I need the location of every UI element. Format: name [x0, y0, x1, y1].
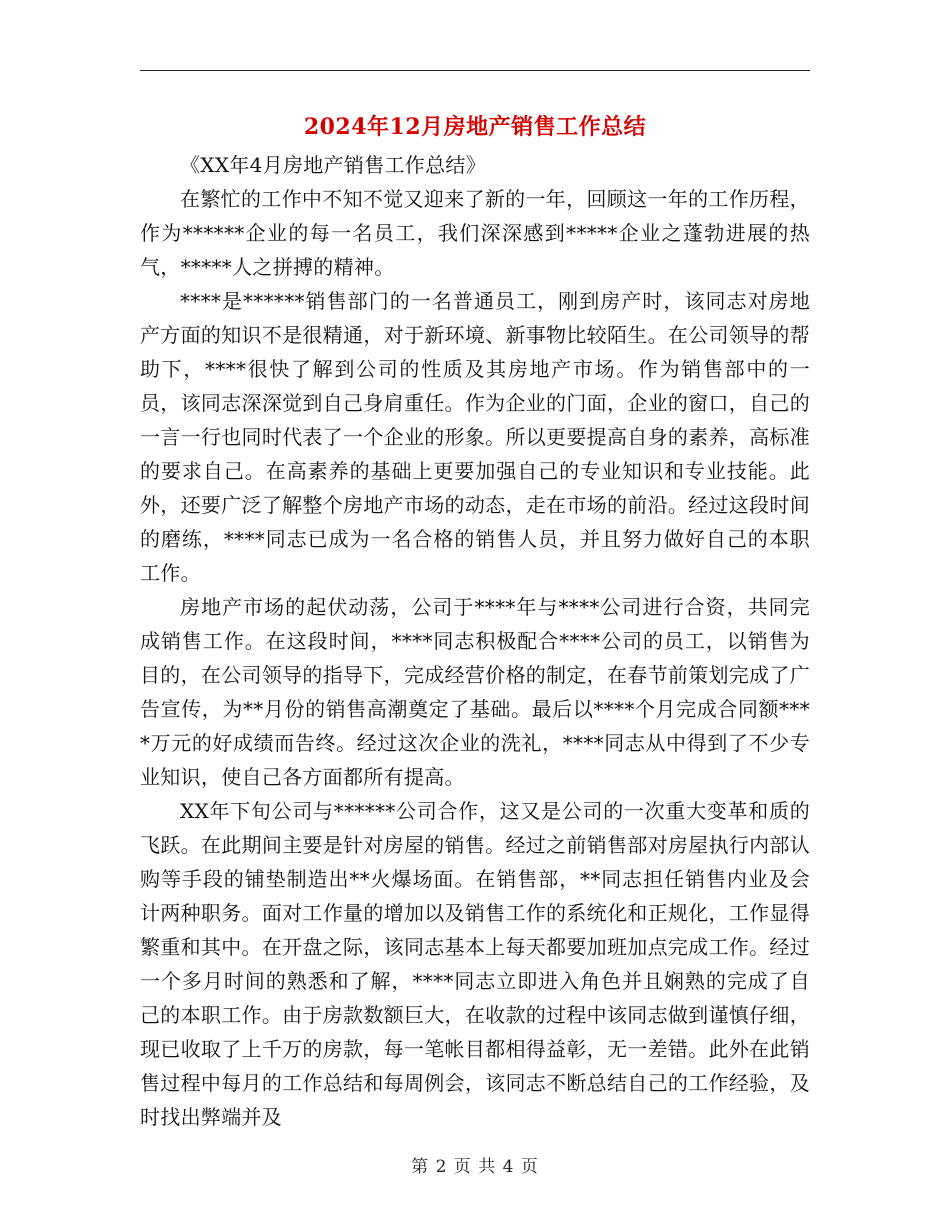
document-subtitle: 《XX年4月房地产销售工作总结》 — [180, 153, 487, 177]
page-footer: 第 2 页 共 4 页 — [411, 1157, 539, 1177]
paragraph-3: 房地产市场的起伏动荡，公司于****年与****公司进行合资，共同完成销售工作。在这段时间，****同志积极配合****公司的员工，以销售为目的，在公司领导的指导下，完成经营价格的制定，在春节前策划完成了广告宣传，为**月份的销售高潮奠定了基础。最后以****个月完成合同额****万元的好成绩而告终。经过这次企业的洗礼，****同志从中得到了不少专业知识，使自己各方面都所有提高。 — [140, 595, 810, 789]
paragraph-1: 在繁忙的工作中不知不觉又迎来了新的一年，回顾这一年的工作历程，作为******企业的每一名员工，我们深深感到*****企业之蓬勃进展的热气，*****人之拼搏的精神。 — [140, 187, 810, 279]
document-body — [140, 148, 810, 1134]
paragraph-2: ****是******销售部门的一名普通员工，刚到房产时，该同志对房地产方面的知识不是很精通，对于新环境、新事物比较陌生。在公司领导的帮助下，****很快了解到公司的性质及其房地产市场。作为销售部中的一员，该同志深深觉到自己身肩重任。作为企业的门面，企业的窗口，自己的一言一行也同时代表了一个企业的形象。所以更要提高自身的素养，高标准的要求自己。在高素养的基础上更要加强自己的专业知识和专业技能。此外，还要广泛了解整个房地产市场的动态，走在市场的前沿。经过这段时间的磨练，****同志已成为一名合格的销售人员，并且努力做好自己的本职工作。 — [140, 289, 810, 585]
header-rule — [140, 70, 810, 71]
paragraph-4: XX年下旬公司与******公司合作，这又是公司的一次重大变革和质的飞跃。在此期间主要是针对房屋的销售。经过之前销售部对房屋执行内部认购等手段的铺垫制造出**火爆场面。在销售部，**同志担任销售内业及会计两种职务。面对工作量的增加以及销售工作的系统化和正规化，工作显得繁重和其中。在开盘之际，该同志基本上每天都要加班加点完成工作。经过一个多月时间的熟悉和了解，****同志立即进入角色并且娴熟的完成了自己的本职工作。由于房款数额巨大，在收款的过程中该同志做到谨慎仔细，现已收取了上千万的房款，每一笔帐目都相得益彰，无一差错。此外在此销售过程中每月的工作总结和每周例会，该同志不断总结自己的工作经验，及时找出弊端并及 — [140, 799, 810, 1129]
document-title: 2024年12月房地产销售工作总结 — [303, 114, 647, 140]
